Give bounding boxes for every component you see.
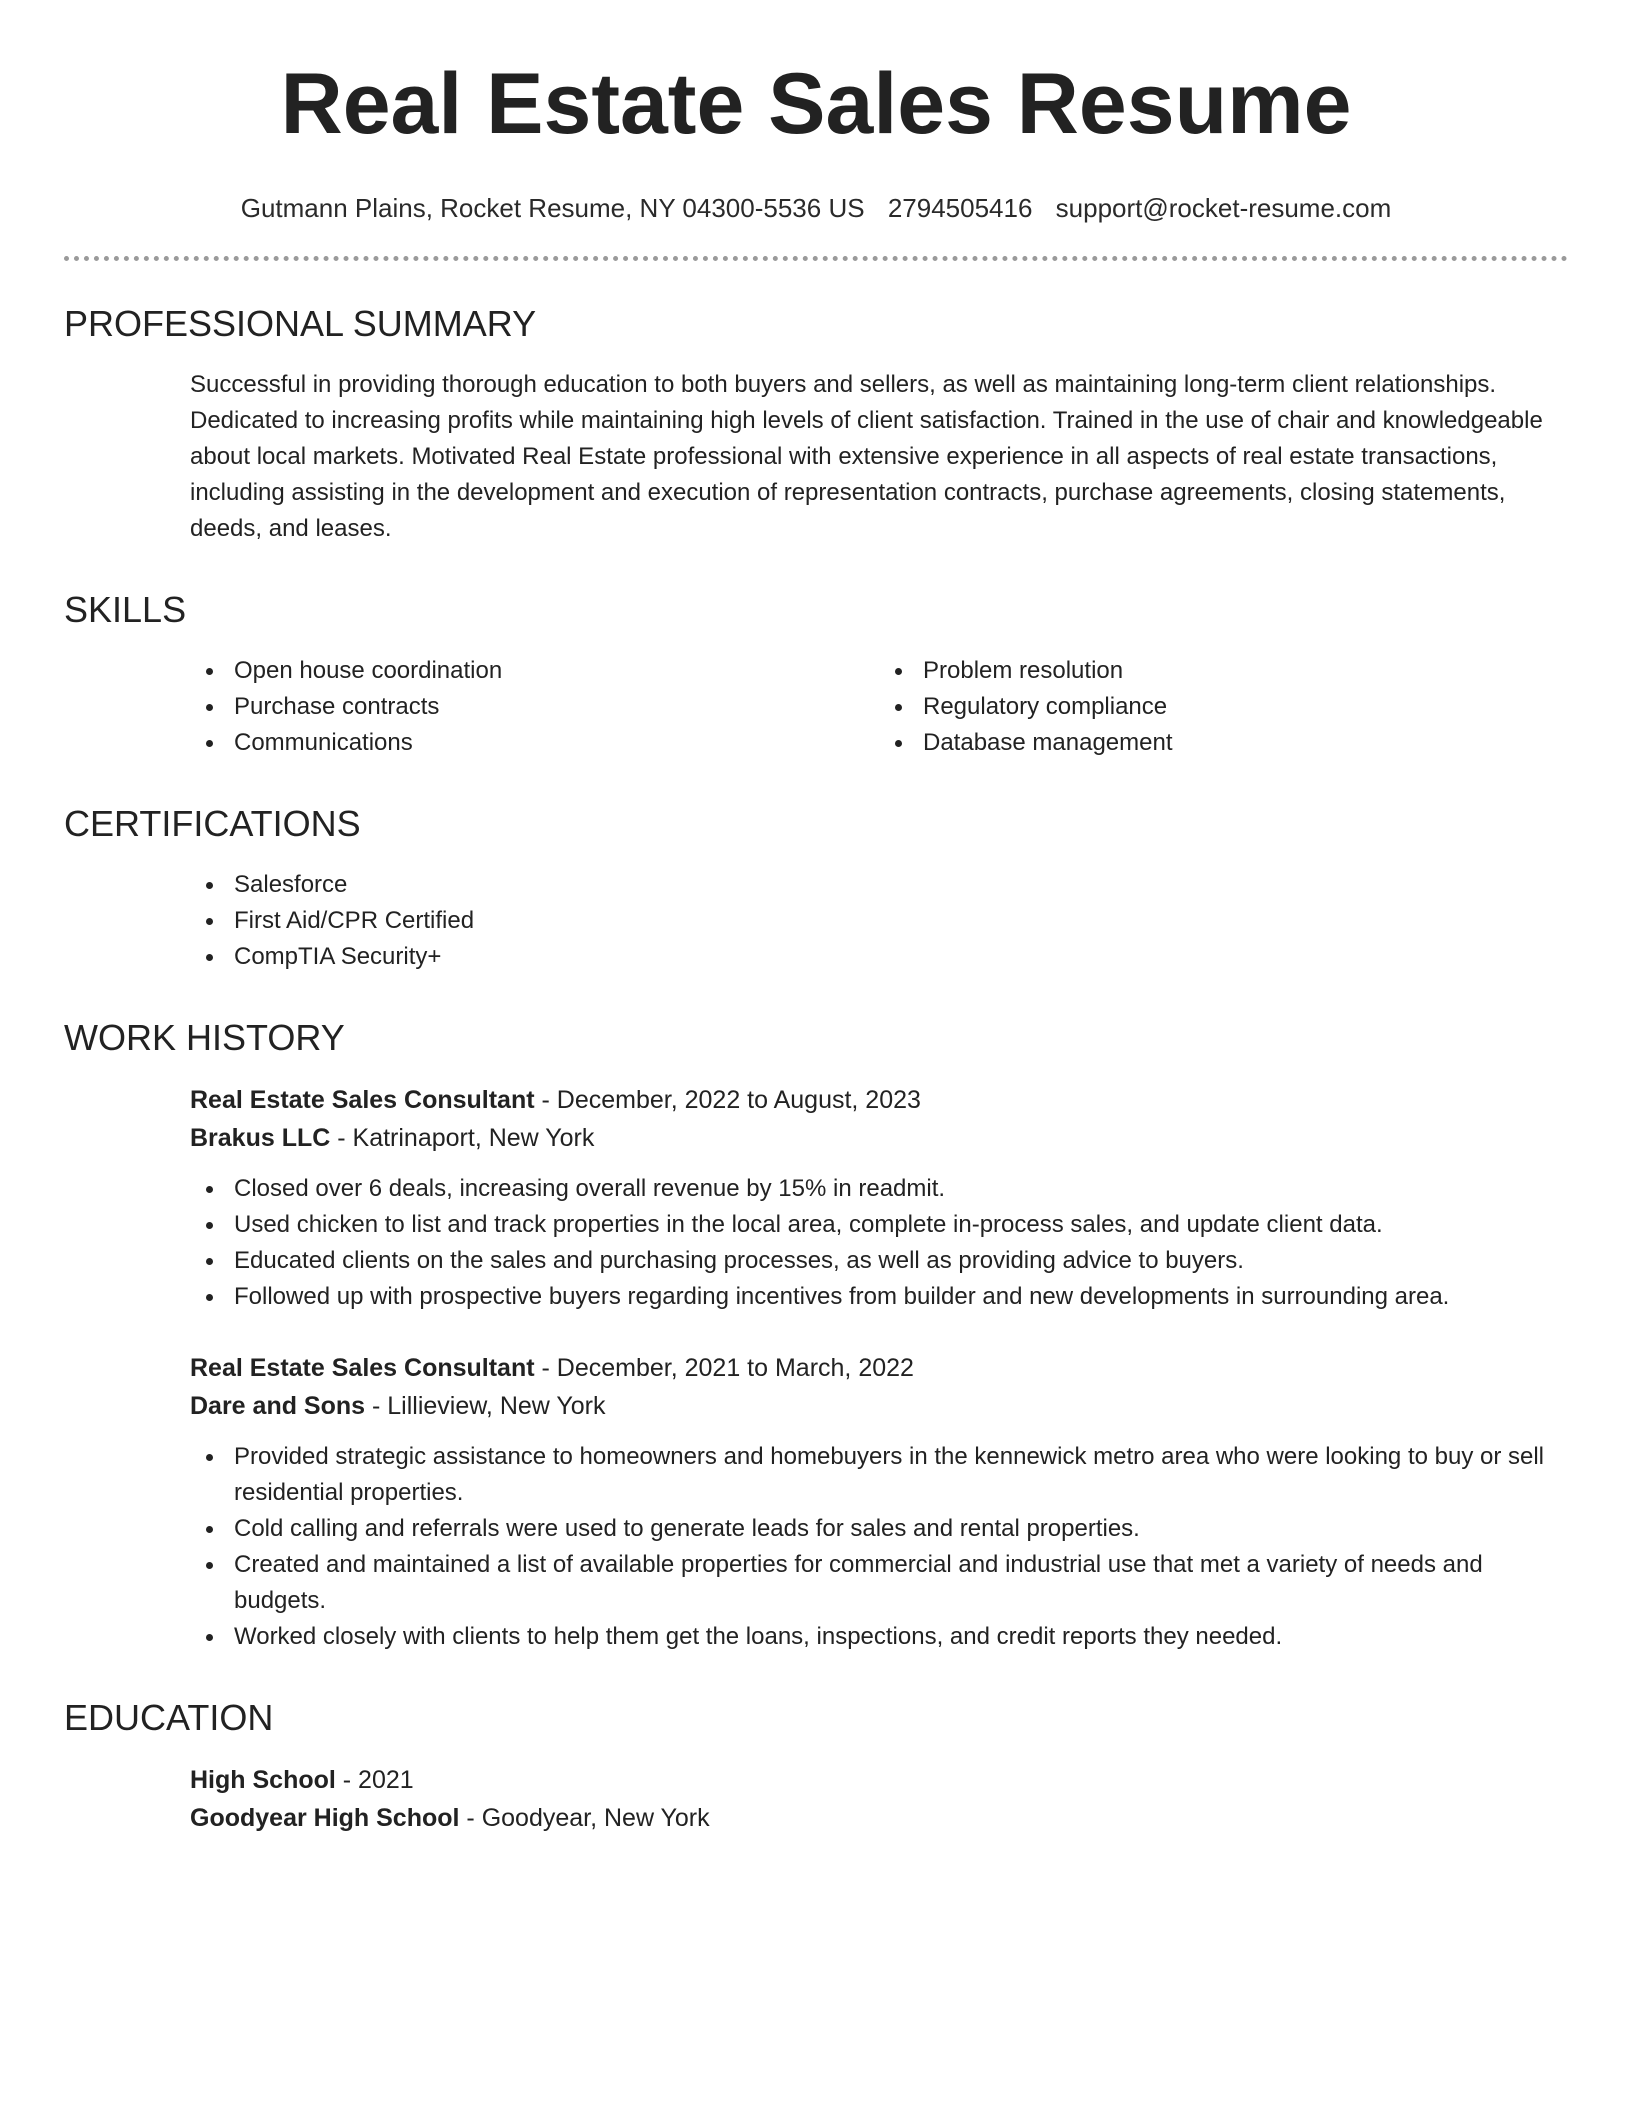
job-entry — [190, 1349, 1568, 1655]
education-school: Goodyear High School — [190, 1804, 460, 1832]
job-bullet: Created and maintained a list of available properties for commercial and industrial use that met a variety of needs and budgets. — [234, 1547, 1568, 1619]
education-year: - 2021 — [335, 1766, 414, 1794]
certification-item: Salesforce — [234, 867, 1568, 903]
job-title-line — [190, 1349, 1568, 1387]
job-dates: - December, 2022 to August, 2023 — [534, 1086, 921, 1114]
education-body — [64, 1761, 1568, 1837]
skill-item: Purchase contracts — [234, 689, 879, 725]
job-dates: - December, 2021 to March, 2022 — [534, 1354, 914, 1382]
job-bullets — [190, 1439, 1568, 1655]
header-divider — [64, 256, 1568, 261]
job-bullets — [190, 1171, 1568, 1315]
skill-item: Problem resolution — [923, 653, 1568, 689]
education-section — [64, 1697, 1568, 1837]
skills-left-list — [190, 653, 879, 761]
job-bullet: Educated clients on the sales and purchasing processes, as well as providing advice to buyers. — [234, 1243, 1568, 1279]
education-heading: EDUCATION — [64, 1697, 274, 1738]
certifications-heading: CERTIFICATIONS — [64, 803, 361, 844]
contact-address: Gutmann Plains, Rocket Resume, NY 04300-5536 US — [240, 193, 865, 223]
job-company: Brakus LLC — [190, 1124, 331, 1152]
job-bullet: Used chicken to list and track properties in the local area, complete in-process sales, and update client data. — [234, 1207, 1568, 1243]
work-section — [64, 1017, 1568, 1655]
job-bullet: Worked closely with clients to help them get the loans, inspections, and credit reports they needed. — [234, 1619, 1568, 1655]
job-bullet: Cold calling and referrals were used to generate leads for sales and rental properties. — [234, 1511, 1568, 1547]
skill-item: Database management — [923, 725, 1568, 761]
certifications-list — [190, 867, 1568, 975]
skill-item: Communications — [234, 725, 879, 761]
skill-item: Regulatory compliance — [923, 689, 1568, 725]
skills-grid — [64, 653, 1568, 761]
job-role: Real Estate Sales Consultant — [190, 1354, 535, 1382]
summary-text: Successful in providing thorough education to both buyers and sellers, as well as maintaining long-term client relationships. Dedicated to increasing profits while maintaining high levels of client satisfaction. Trained in the use of chair and knowledgeable about local markets. Motivated Real Estate professional with extensive experience in all aspects of real estate transactions, including assisting in the development and execution of representation contracts, purchase agreements, closing statements, deeds, and leases. — [190, 371, 1543, 542]
skills-heading: SKILLS — [64, 589, 187, 630]
job-bullet: Closed over 6 deals, increasing overall revenue by 15% in readmit. — [234, 1171, 1568, 1207]
certifications-section — [64, 803, 1568, 975]
certifications-body — [64, 867, 1568, 975]
work-body — [64, 1081, 1568, 1655]
education-school-line — [190, 1799, 1568, 1837]
job-company-line — [190, 1119, 1568, 1157]
education-degree: High School — [190, 1766, 336, 1794]
work-heading: WORK HISTORY — [64, 1017, 345, 1058]
education-location: - Goodyear, New York — [459, 1804, 710, 1832]
job-location: - Katrinaport, New York — [330, 1124, 595, 1152]
skills-right-list — [879, 653, 1568, 761]
job-bullet: Provided strategic assistance to homeowners and homebuyers in the kennewick metro area who were looking to buy or sell residential properties. — [234, 1439, 1568, 1511]
summary-heading: PROFESSIONAL SUMMARY — [64, 303, 537, 344]
contact-line — [64, 192, 1568, 224]
job-location: - Lillieview, New York — [365, 1392, 606, 1420]
job-entry — [190, 1081, 1568, 1315]
certification-item: First Aid/CPR Certified — [234, 903, 1568, 939]
contact-phone: 2794505416 — [887, 193, 1033, 223]
contact-email: support@rocket-resume.com — [1055, 193, 1392, 223]
skills-section — [64, 589, 1568, 761]
job-role: Real Estate Sales Consultant — [190, 1086, 535, 1114]
job-bullet: Followed up with prospective buyers regarding incentives from builder and new developments in surrounding area. — [234, 1279, 1568, 1315]
education-degree-line — [190, 1761, 1568, 1799]
job-title-line — [190, 1081, 1568, 1119]
resume-title: Real Estate Sales Resume — [280, 56, 1352, 152]
job-company-line — [190, 1387, 1568, 1425]
summary-section — [64, 303, 1568, 547]
summary-body — [64, 367, 1568, 547]
job-company: Dare and Sons — [190, 1392, 366, 1420]
skill-item: Open house coordination — [234, 653, 879, 689]
certification-item: CompTIA Security+ — [234, 939, 1568, 975]
